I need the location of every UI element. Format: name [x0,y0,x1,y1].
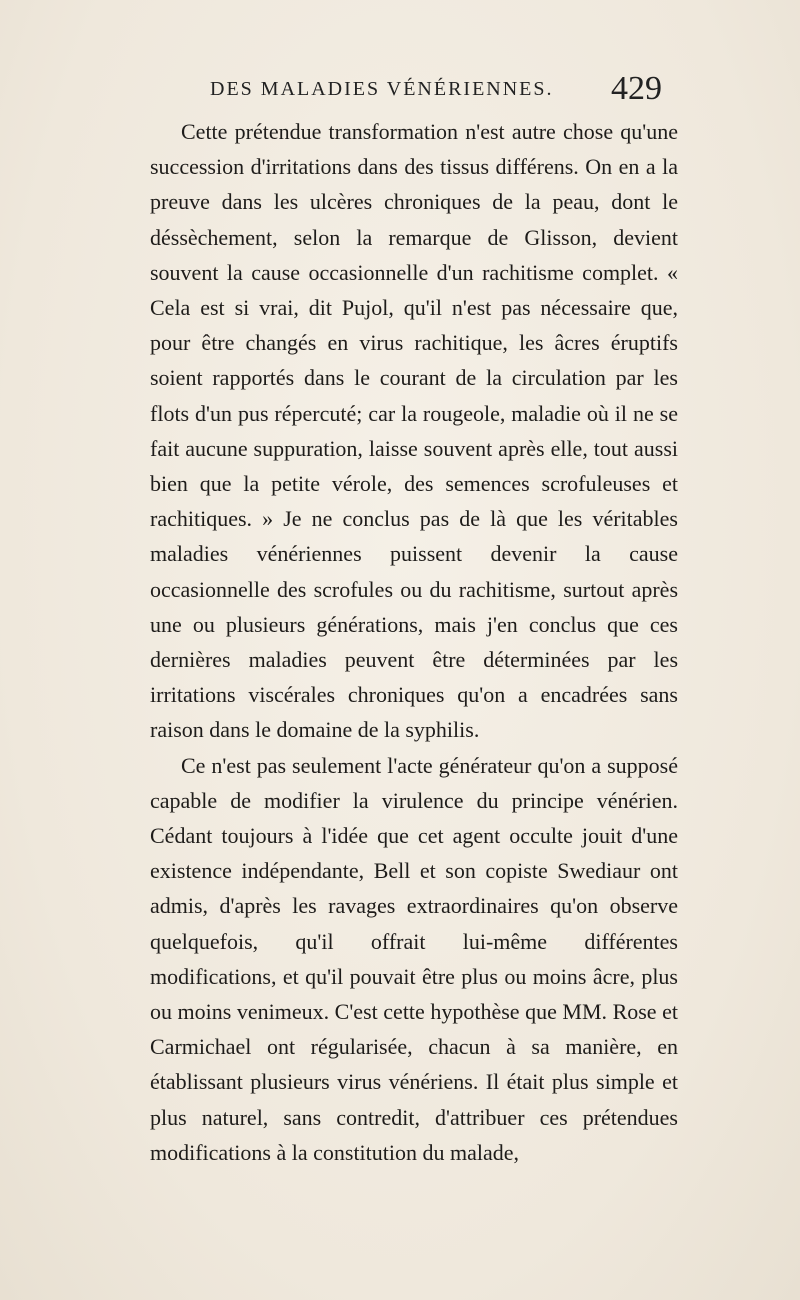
body-text [150,114,678,1170]
page-number: 429 [611,70,662,107]
running-head: DES MALADIES VÉNÉRIENNES. [210,78,554,100]
paragraph: Cette prétendue transformation n'est autre chose qu'une succession d'irritations dans des tissus différens. On en a la preuve dans les ulcères chroniques de la peau, dont le déssèchement, selon la remarque de Glisson, devient souvent la cause occasionnelle d'un rachitisme complet. « Cela est si vrai, dit Pujol, qu'il n'est pas nécessaire que, pour être changés en virus rachitique, les âcres éruptifs soient rapportés dans le courant de la circulation par les flots d'un pus répercuté; car la rougeole, maladie où il ne se fait aucune suppuration, laisse souvent après elle, tout aussi bien que la petite vérole, des semences scrofuleuses et rachitiques. » Je ne conclus pas de là que les véritables maladies vénériennes puissent devenir la cause occasionnelle des scrofules ou du rachitisme, surtout après une ou plusieurs générations, mais j'en conclus que ces dernières maladies peuvent être déterminées par les irritations viscérales chroniques qu'on a encadrées sans raison dans le domaine de la syphilis. [150,119,678,743]
paragraph: Ce n'est pas seulement l'acte générateur qu'on a supposé capable de modifier la virulence du principe vénérien. Cédant toujours à l'idée que cet agent occulte jouit d'une existence indépendante, Bell et son copiste Swediaur ont admis, d'après les ravages extraordinaires qu'on observe quelquefois, qu'il offrait lui-même différentes modifications, et qu'il pouvait être plus ou moins âcre, plus ou moins venimeux. C'est cette hypothèse que MM. Rose et Carmichael ont régularisée, chacun à sa manière, en établissant plusieurs virus vénériens. Il était plus simple et plus naturel, sans contredit, d'attribuer ces prétendues modifications à la constitution du malade, [150,752,678,1165]
